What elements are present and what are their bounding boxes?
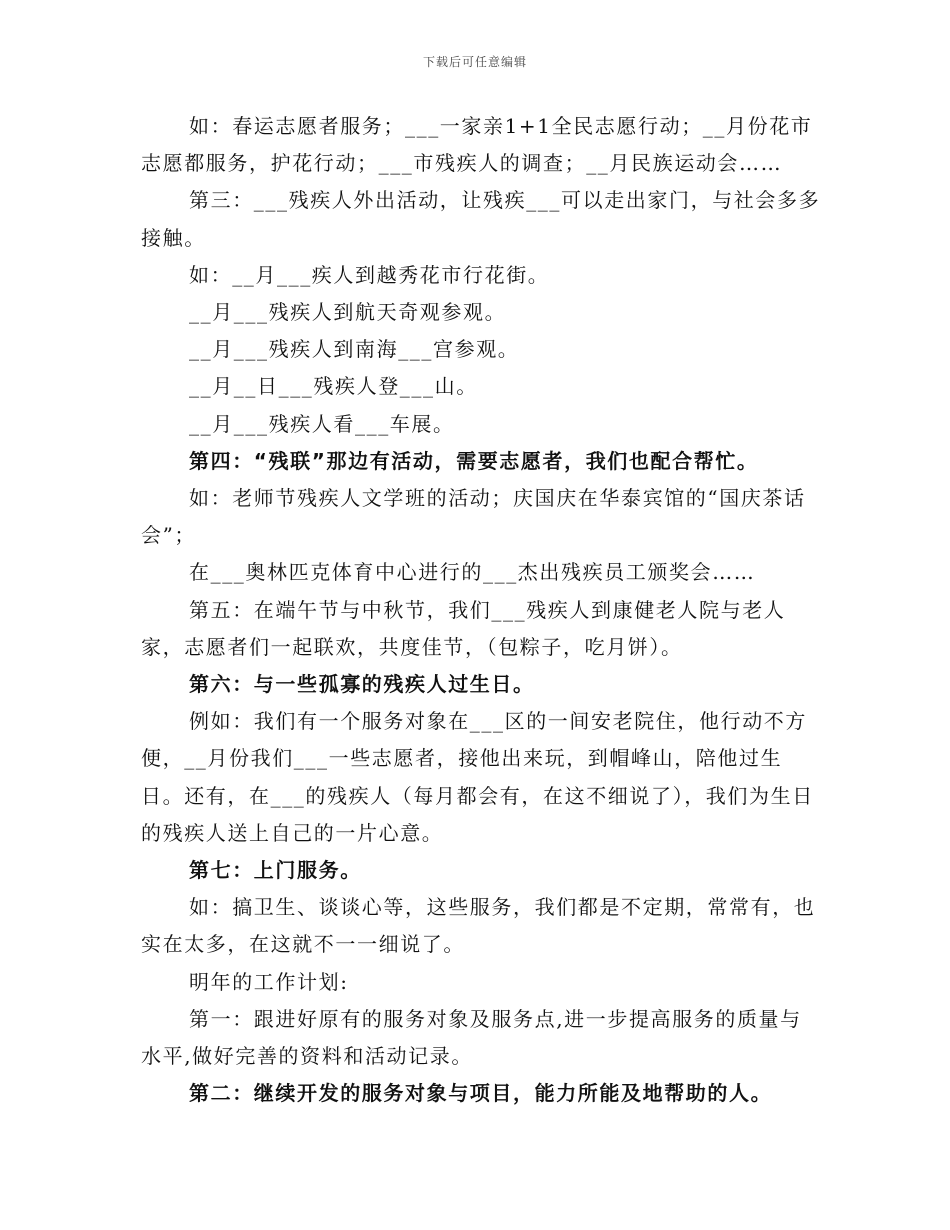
section-heading: 第二：继续开发的服务对象与项目，能力所能及地帮助的人。 (189, 1081, 773, 1106)
paragraph: 如：春运志愿者服务；___一家亲1+1全民志愿行动；__月份花市志愿都服务，护花行动；___市残疾人的调查；__月民族运动会…… (141, 114, 813, 176)
section-heading: 第六：与一些孤寡的残疾人过生日。 (189, 672, 535, 697)
paragraph: 第五：在端午节与中秋节，我们___残疾人到康健老人院与老人家，志愿者们一起联欢，共度佳节，（包粽子，吃月饼）。 (141, 597, 786, 659)
paragraph: 明年的工作计划: (189, 969, 349, 994)
paragraph: __月___残疾人看___车展。 (189, 411, 455, 436)
page-header: 下载后可任意编辑 (422, 55, 527, 69)
paragraph: 如：老师节残疾人文学班的活动；庆国庆在华泰宾馆的“国庆茶话会”； (141, 486, 806, 548)
paragraph: 例如：我们有一个服务对象在___区的一间安老院住，他行动不方便，__月份我们___一些志愿者，接他出来玩，到帽峰山，陪他过生日。还有，在___的残疾人（每月都会有，在这不细说了），我们为生日的残疾人送上自己的一片心意。 (141, 709, 814, 845)
paragraph: 第三：___残疾人外出活动，让残疾___可以走出家门，与社会多多接触。 (141, 188, 821, 250)
paragraph: 如：搞卫生、谈谈心等，这些服务，我们都是不定期，常常有，也实在太多，在这就不一一细说了。 (141, 895, 816, 957)
paragraph: __月___残疾人到航天奇观参观。 (189, 300, 507, 325)
paragraph: __月___残疾人到南海___宫参观。 (189, 337, 520, 362)
section-heading: 第七：上门服务。 (189, 858, 362, 883)
paragraph: __月__日___残疾人登___山。 (189, 374, 478, 399)
paragraph: 在___奥林匹克体育中心进行的___杰出残疾员工颁奖会…… (189, 560, 756, 585)
paragraph: 如：__月___疾人到越秀花市行花街。 (189, 262, 550, 287)
document-body (141, 108, 821, 1112)
section-heading: 第四：“残联”那边有活动，需要志愿者，我们也配合帮忙。 (189, 448, 759, 473)
paragraph: 第一：跟进好原有的服务对象及服务点,进一步提高服务的质量与水平,做好完善的资料和活动记录。 (141, 1006, 802, 1069)
